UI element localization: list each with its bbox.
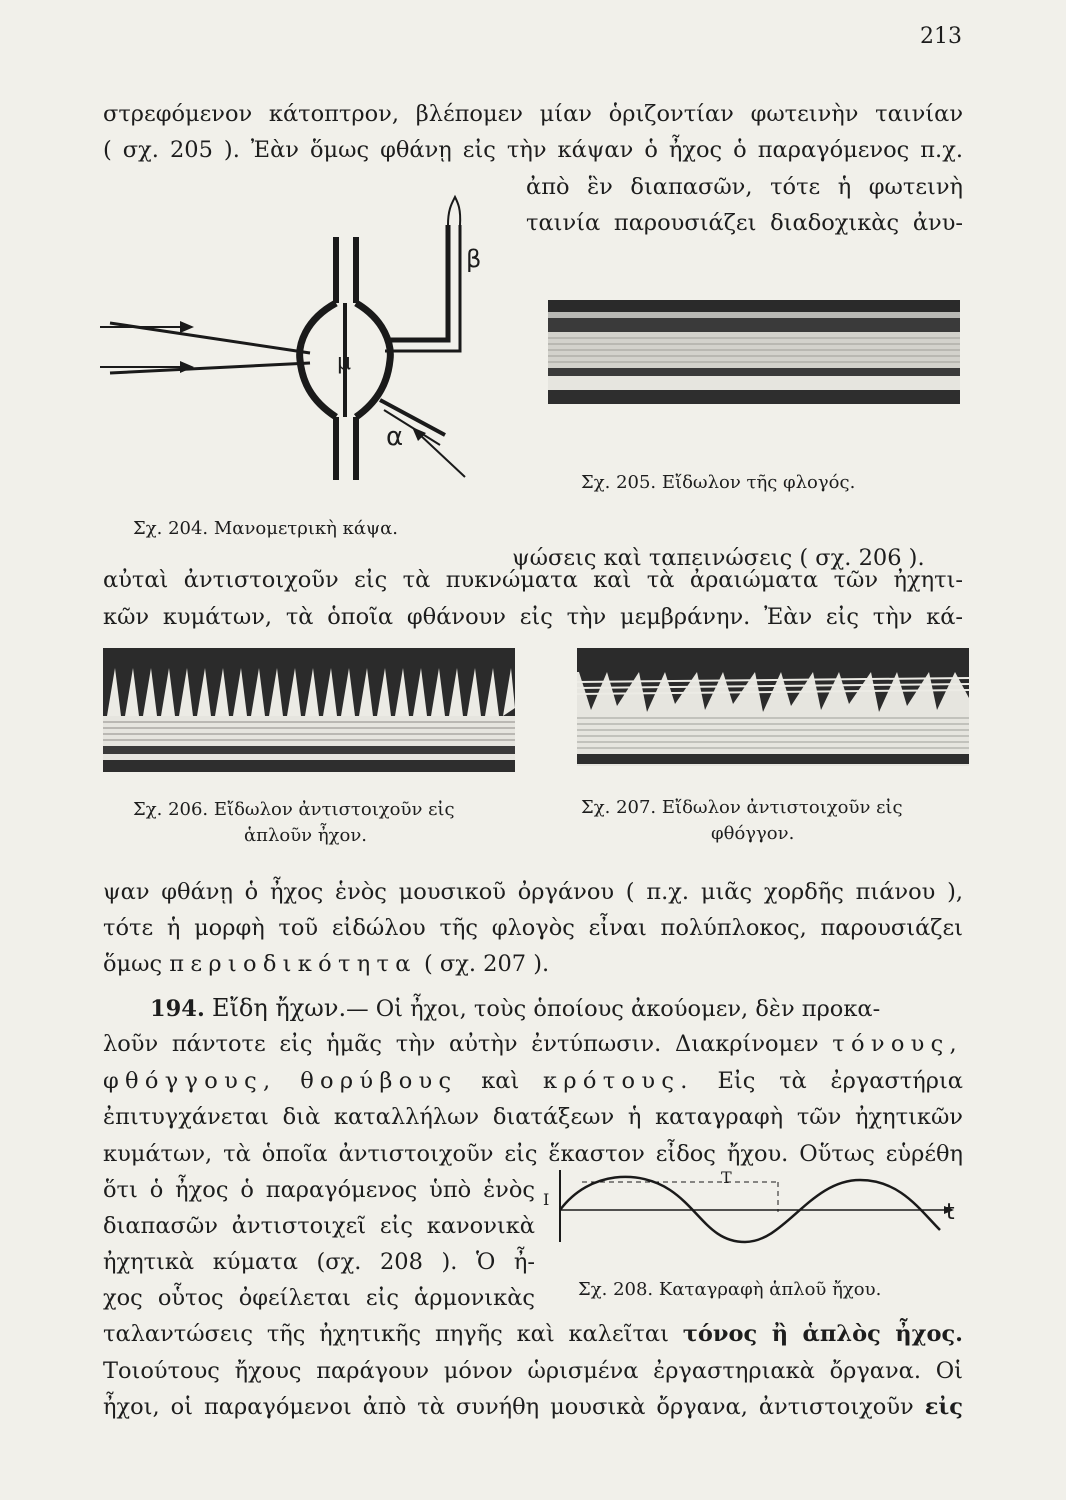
section194-line10-b: τόνος ἢ ἁπλὸς ἦχος. [682,1321,963,1347]
figure-204-label-alpha: α [386,422,404,452]
paragraph2-line2: τότε ἡ μορφὴ τοῦ εἰδώλου τῆς φλογὸς εἶναι πολύπλοκος, παρουσιάζει [103,915,963,941]
section194-line1-rest: — Οἱ ἦχοι, τοὺς ὁποίους ἀκούομεν, δὲν προκα- [346,996,881,1022]
section194-line10-a: ταλαντώσεις τῆς ἠχητικῆς πηγῆς καὶ καλεῖται [103,1321,669,1347]
section194-line12 [103,1393,963,1421]
paragraph1-line1: στρεφόμενον κάτοπτρον, βλέπομεν μίαν ὁριζοντίαν φωτεινὴν ταινίαν [103,101,963,127]
section194-line3 [103,1067,963,1095]
section194-line7: διαπασῶν ἀντιστοιχεῖ εἰς κανονικὰ [103,1213,535,1239]
page-number: 213 [920,24,962,49]
paragraph2-line3 [103,950,963,978]
section194-line2 [103,1030,963,1058]
figure-204-manometric-capsule [100,195,500,495]
section194-line9: χος οὗτος ὀφείλεται εἰς ἁρμονικὰς [103,1285,535,1311]
section194-line4: ἐπιτυγχάνεται διὰ καταλλήλων διατάξεων ἡ καταγραφὴ τῶν ἠχητικῶν [103,1104,963,1130]
figure-208-label-T: T [721,1168,732,1187]
figure-208-label-I: I [543,1190,550,1209]
paragraph1-line5: ψώσεις καὶ ταπεινώσεις ( σχ. 206 ). [512,545,925,571]
paragraph1-line3: ἀπὸ ἓν διαπασῶν, τότε ἡ φωτεινὴ [526,174,963,200]
section194-line6: ὅτι ὁ ἦχος ὁ παραγόμενος ὑπὸ ἑνὸς [103,1177,535,1203]
figure-208-caption: Σχ. 208. Καταγραφὴ ἁπλοῦ ἤχου. [578,1279,882,1300]
section194-line12-a: ἦχοι, οἱ παραγόμενοι ἀπὸ τὰ συνήθη μουσικὰ ὄργανα, ἀντιστοιχοῦν [103,1394,914,1420]
figure-206-caption-line2: ἁπλοῦν ἦχον. [244,825,368,846]
paragraph2-line1: ψαν φθάνῃ ὁ ἦχος ἑνὸς μουσικοῦ ὀργάνου ( π.χ. μιᾶς χορδῆς πιάνου ), [103,879,963,905]
paragraph2-line3-a: ὅμως [103,951,163,977]
figure-204-label-beta: β [466,245,482,273]
paragraph1-line7: κῶν κυμάτων, τὰ ὁποῖα φθάνουν εἰς τὴν μεμβράνην. Ἐὰν εἰς τὴν κά- [103,604,963,630]
figure-205-flame-band [548,300,960,418]
section194-line2-a: λοῦν πάντοτε εἰς ἡμᾶς τὴν αὐτὴν ἐντύπωσιν. Διακρίνομεν [103,1031,819,1057]
figure-208-sine-wave [560,1170,960,1270]
figure-204-label-mu: μ [337,350,351,375]
section194-line8: ἠχητικὰ κύματα (σχ. 208 ). Ὁ ἦ- [103,1249,535,1275]
section-heading: Εἴδη ἤχων. [211,994,347,1022]
figure-206-caption-line1: Σχ. 206. Εἴδωλον ἀντιστοιχοῦν εἰς [133,799,455,820]
figure-206-simple-tone-image [103,648,515,772]
section194-line5: κυμάτων, τὰ ὁποῖα ἀντιστοιχοῦν εἰς ἕκαστον εἶδος ἤχου. Οὕτως εὑρέθη [103,1141,963,1167]
section194-line3-e: Εἰς τὰ ἐργαστήρια [717,1068,963,1094]
section194-line3-b: θορύβους [300,1068,458,1094]
figure-208-label-t: t [946,1200,955,1225]
section194-line11: Τοιούτους ἤχους παράγουν μόνον ὡρισμένα ἐργαστηριακὰ ὄργανα. Οἱ [103,1358,963,1384]
paragraph2-line3-b: περιοδικότητα [169,951,417,977]
figure-205-caption: Σχ. 205. Εἴδωλον τῆς φλογός. [581,472,856,493]
paragraph2-line3-c: ( σχ. 207 ). [423,951,550,977]
section194-line3-a: φθόγγους, [103,1068,277,1094]
paragraph1-line4: ταινία παρουσιάζει διαδοχικὰς ἀνυ- [526,210,963,236]
section194-line2-b: τόνους, [832,1031,963,1057]
section-number: 194. [150,996,205,1022]
figure-207-caption-line1: Σχ. 207. Εἴδωλον ἀντιστοιχοῦν εἰς [581,797,903,818]
section194-line1 [150,994,963,1023]
paragraph1-line2: ( σχ. 205 ). Ἐὰν ὅμως φθάνῃ εἰς τὴν κάψαν ὁ ἦχος ὁ παραγόμενος π.χ. [103,137,963,163]
figure-207-musical-note-image [577,648,969,766]
figure-207-caption-line2: φθόγγον. [711,823,795,844]
section194-line10 [103,1320,963,1348]
figure-204-caption: Σχ. 204. Μανομετρικὴ κάψα. [133,518,399,539]
section194-line3-d: κρότους. [543,1068,694,1094]
section194-line12-b: εἰς [924,1394,963,1420]
section194-line3-c: καὶ [481,1068,520,1094]
paragraph1-line6: αὐταὶ ἀντιστοιχοῦν εἰς τὰ πυκνώματα καὶ τὰ ἀραιώματα τῶν ἠχητι- [103,567,963,593]
